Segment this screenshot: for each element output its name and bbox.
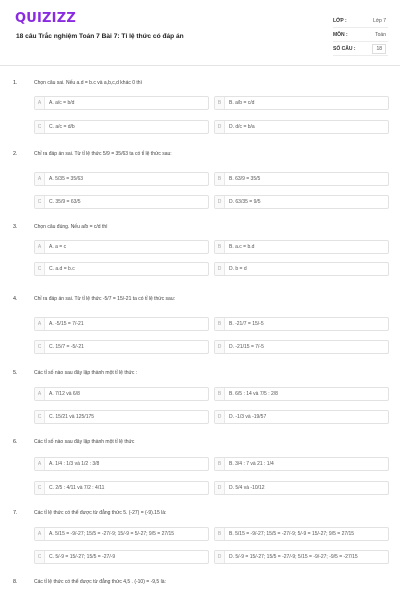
question-text: Các tỉ số nào sau đây lập thành một tỉ lệ thức : <box>34 370 138 376</box>
question-text: Các tỉ lệ thức có thể được từ đẳng thức 4,5 . (-10) = -9,5 là: <box>34 579 166 585</box>
option-letter: C <box>35 121 45 133</box>
option-text: D. 63/35 = 9/5 <box>229 199 261 205</box>
question-text: Các tỉ lệ thức có thể được từ đẳng thức 5. (-27) = (-9).15 là: <box>34 510 167 516</box>
option-letter: A <box>35 388 45 400</box>
question-number: 2. <box>13 151 18 157</box>
option-letter: B <box>215 528 225 540</box>
option-text: A. a/c = b/d <box>49 100 75 106</box>
question-number: 4. <box>13 296 18 302</box>
question-text: Các tỉ số nào sau đây lập thành một tỉ lệ thức <box>34 439 135 445</box>
option-letter: D <box>215 341 225 353</box>
question-text: Chọn câu đúng. Nếu a/b = c/d thì <box>34 224 108 230</box>
option-letter: B <box>215 97 225 109</box>
option-1b[interactable] <box>214 96 389 110</box>
option-6c[interactable] <box>34 481 209 495</box>
question-number: 8. <box>13 579 18 585</box>
question-number: 1. <box>13 80 18 86</box>
option-3d[interactable] <box>214 262 389 276</box>
option-text: C. 5/-9 = 15/-27; 15/5 = -27/-9 <box>49 554 116 560</box>
option-3c[interactable] <box>34 262 209 276</box>
option-letter: C <box>35 551 45 563</box>
option-text: B. 3/4 : 7 và 21 : 1/4 <box>229 461 274 467</box>
option-letter: C <box>35 482 45 494</box>
option-letter: D <box>215 196 225 208</box>
question-number: 6. <box>13 439 18 445</box>
option-7c[interactable] <box>34 550 209 564</box>
option-text: A. 1/4 : 1/3 và 1/2 : 3/8 <box>49 461 100 467</box>
option-5b[interactable] <box>214 387 389 401</box>
option-text: D. d/c = b/a <box>229 124 255 130</box>
option-4b[interactable] <box>214 317 389 331</box>
option-text: D. 5/-9 = 15/-27; 15/5 = -27/-9; 5/15 = -9/-27; -9/5 = -27/15 <box>229 554 358 560</box>
option-1d[interactable] <box>214 120 389 134</box>
option-2c[interactable] <box>34 195 209 209</box>
meta-grade <box>333 14 388 28</box>
option-text: D. -21/15 = 7/-5 <box>229 344 264 350</box>
option-1c[interactable] <box>34 120 209 134</box>
option-letter: A <box>35 97 45 109</box>
quizizz-logo[interactable]: QUIZIZZ <box>15 11 76 26</box>
question-number: 3. <box>13 224 18 230</box>
option-letter: A <box>35 173 45 185</box>
option-text: A. 7/12 và 6/8 <box>49 391 80 397</box>
quiz-header <box>0 0 400 66</box>
option-text: C. a.d = b.c <box>49 266 75 272</box>
option-letter: C <box>35 411 45 423</box>
option-letter: D <box>215 551 225 563</box>
option-5a[interactable] <box>34 387 209 401</box>
option-1a[interactable] <box>34 96 209 110</box>
option-letter: B <box>215 388 225 400</box>
option-3a[interactable] <box>34 240 209 254</box>
option-text: B. 6/5 : 14 và 7/5 : 2/8 <box>229 391 278 397</box>
option-letter: B <box>215 458 225 470</box>
question-text: Chỉ ra đáp án sai. Từ tỉ lệ thức -5/7 = 15/-21 ta có tỉ lệ thức sau: <box>34 296 175 302</box>
option-text: C. a/c = d/b <box>49 124 75 130</box>
option-letter: D <box>215 482 225 494</box>
option-letter: D <box>215 263 225 275</box>
option-2d[interactable] <box>214 195 389 209</box>
option-text: B. 63/9 = 35/5 <box>229 176 261 182</box>
option-4d[interactable] <box>214 340 389 354</box>
option-letter: A <box>35 528 45 540</box>
option-4c[interactable] <box>34 340 209 354</box>
option-letter: C <box>35 263 45 275</box>
option-letter: B <box>215 241 225 253</box>
option-7b[interactable] <box>214 527 389 541</box>
meta-value: 18 <box>372 44 386 54</box>
option-text: B. -21/7 = 15/-5 <box>229 321 264 327</box>
option-7a[interactable] <box>34 527 209 541</box>
option-text: D. -1/3 và -19/57 <box>229 414 267 420</box>
option-letter: A <box>35 458 45 470</box>
option-letter: B <box>215 318 225 330</box>
option-text: D. b = d <box>229 266 247 272</box>
option-text: A. a = c <box>49 244 67 250</box>
option-text: D. 5/4 và -10/12 <box>229 485 265 491</box>
meta-label: LỚP : <box>333 18 347 24</box>
option-text: A. 5/15 = -9/-27; 15/5 = -27/-9; 15/-9 = 5/-27; 9/5 = 27/15 <box>49 531 175 537</box>
meta-value: Toán <box>375 32 386 38</box>
option-5d[interactable] <box>214 410 389 424</box>
option-6a[interactable] <box>34 457 209 471</box>
option-3b[interactable] <box>214 240 389 254</box>
option-text: C. 2/5 : 4/11 và 7/2 : 4/11 <box>49 485 105 491</box>
option-letter: A <box>35 241 45 253</box>
meta-question-count <box>333 42 388 56</box>
option-text: C. 35/9 = 63/5 <box>49 199 81 205</box>
option-5c[interactable] <box>34 410 209 424</box>
option-text: B. a/b = c/d <box>229 100 255 106</box>
option-2b[interactable] <box>214 172 389 186</box>
option-4a[interactable] <box>34 317 209 331</box>
question-number: 5. <box>13 370 18 376</box>
option-text: A. -5/15 = 7/-21 <box>49 321 84 327</box>
option-text: B. a.c = b.d <box>229 244 255 250</box>
option-letter: D <box>215 121 225 133</box>
question-number: 7. <box>13 510 18 516</box>
option-letter: C <box>35 196 45 208</box>
option-letter: C <box>35 341 45 353</box>
option-6d[interactable] <box>214 481 389 495</box>
option-text: B. 5/15 = -9/-27; 15/5 = -27/-9; 5/-9 = 15/-27; 9/5 = 27/15 <box>229 531 355 537</box>
option-text: A. 5/35 = 35/63 <box>49 176 84 182</box>
option-text: C. 15/21 và 125/175 <box>49 414 95 420</box>
option-letter: D <box>215 411 225 423</box>
meta-value: Lớp 7 <box>372 18 386 24</box>
option-7d[interactable] <box>214 550 389 564</box>
meta-label: SỐ CÂU : <box>333 46 356 52</box>
option-letter: A <box>35 318 45 330</box>
meta-label: MÔN : <box>333 32 348 38</box>
page-title: 18 câu Trắc nghiệm Toán 7 Bài 7: Tỉ lệ thức có đáp án <box>16 33 184 40</box>
meta-subject <box>333 28 388 42</box>
question-text: Chọn câu sai. Nếu a.d = b.c và a,b,c,d khác 0 thì <box>34 80 142 86</box>
option-2a[interactable] <box>34 172 209 186</box>
option-text: C. 15/7 = -5/-21 <box>49 344 84 350</box>
question-text: Chỉ ra đáp án sai. Từ tỉ lệ thức 5/9 = 35/63 ta có tỉ lệ thức sau: <box>34 151 172 157</box>
option-6b[interactable] <box>214 457 389 471</box>
option-letter: B <box>215 173 225 185</box>
